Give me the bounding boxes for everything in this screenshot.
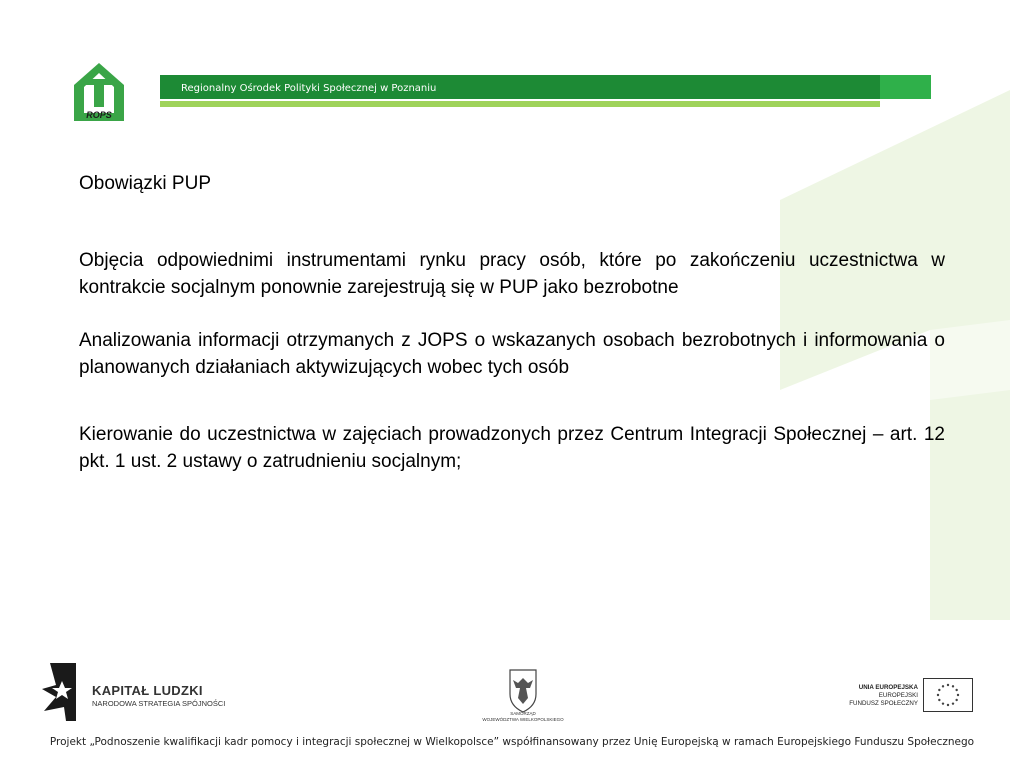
slide-content: [79, 170, 945, 501]
header-banner-line: [160, 101, 880, 107]
eu-star: [955, 699, 957, 701]
slide-paragraph-1: Objęcia odpowiednimi instrumentami rynku pracy osób, które po zakończeniu uczestnictwa w kontrakcie socjalnym ponownie zarejestrują się w PUP jako bezrobotne: [79, 250, 945, 298]
kapital-ludzki-title: KAPITAŁ LUDZKI: [92, 683, 203, 698]
eu-line-3: FUNDUSZ SPOŁECZNY: [849, 700, 918, 707]
project-footer-text: Projekt „Podnoszenie kwalifikacji kadr pomocy i integracji społecznej w Wielkopolsce” współfinansowany przez Unię Europejską w ramach Europejskiego Funduszu Społecznego: [49, 736, 975, 748]
slide-paragraph-2: Analizowania informacji otrzymanych z JOPS o wskazanych osobach bezrobotnych i informowania o planowanych działaniach aktywizujących wobec tych osób: [79, 330, 945, 378]
samorzad-line-1: SAMORZĄD: [510, 711, 536, 716]
eu-star: [947, 684, 949, 686]
slide-paragraph-3: Kierowanie do uczestnictwa w zajęciach prowadzonych przez Centrum Integracji Społecznej – art. 12 pkt. 1 ust. 2 ustawy o zatrudnieniu socjalnym;: [79, 424, 945, 472]
slide-title: Obowiązki PUP: [79, 173, 211, 194]
samorzad-caption: [478, 711, 568, 722]
header-banner-accent: [880, 75, 931, 99]
eu-star: [942, 702, 944, 704]
eu-star: [938, 689, 940, 691]
eu-caption: [840, 684, 918, 708]
eu-star: [938, 699, 940, 701]
eu-star: [942, 685, 944, 687]
eu-star: [952, 685, 954, 687]
eu-line-2: EUROPEJSKI: [878, 692, 918, 699]
eu-star: [957, 694, 959, 696]
header-banner-text: Regionalny Ośrodek Polityki Społecznej w Poznaniu: [181, 83, 437, 94]
rops-logo: [74, 63, 124, 121]
eu-flag-icon: [923, 678, 973, 712]
kapital-ludzki-subtitle: NARODOWA STRATEGIA SPÓJNOŚCI: [92, 699, 226, 708]
eu-star: [947, 704, 949, 706]
eu-line-1: UNIA EUROPEJSKA: [858, 684, 918, 691]
rops-logo-text: ROPS: [86, 110, 112, 120]
eu-star: [955, 689, 957, 691]
samorzad-line-2: WOJEWÓDZTWA WIELKOPOLSKIEGO: [482, 716, 564, 722]
eu-star: [937, 694, 939, 696]
eu-star: [952, 702, 954, 704]
